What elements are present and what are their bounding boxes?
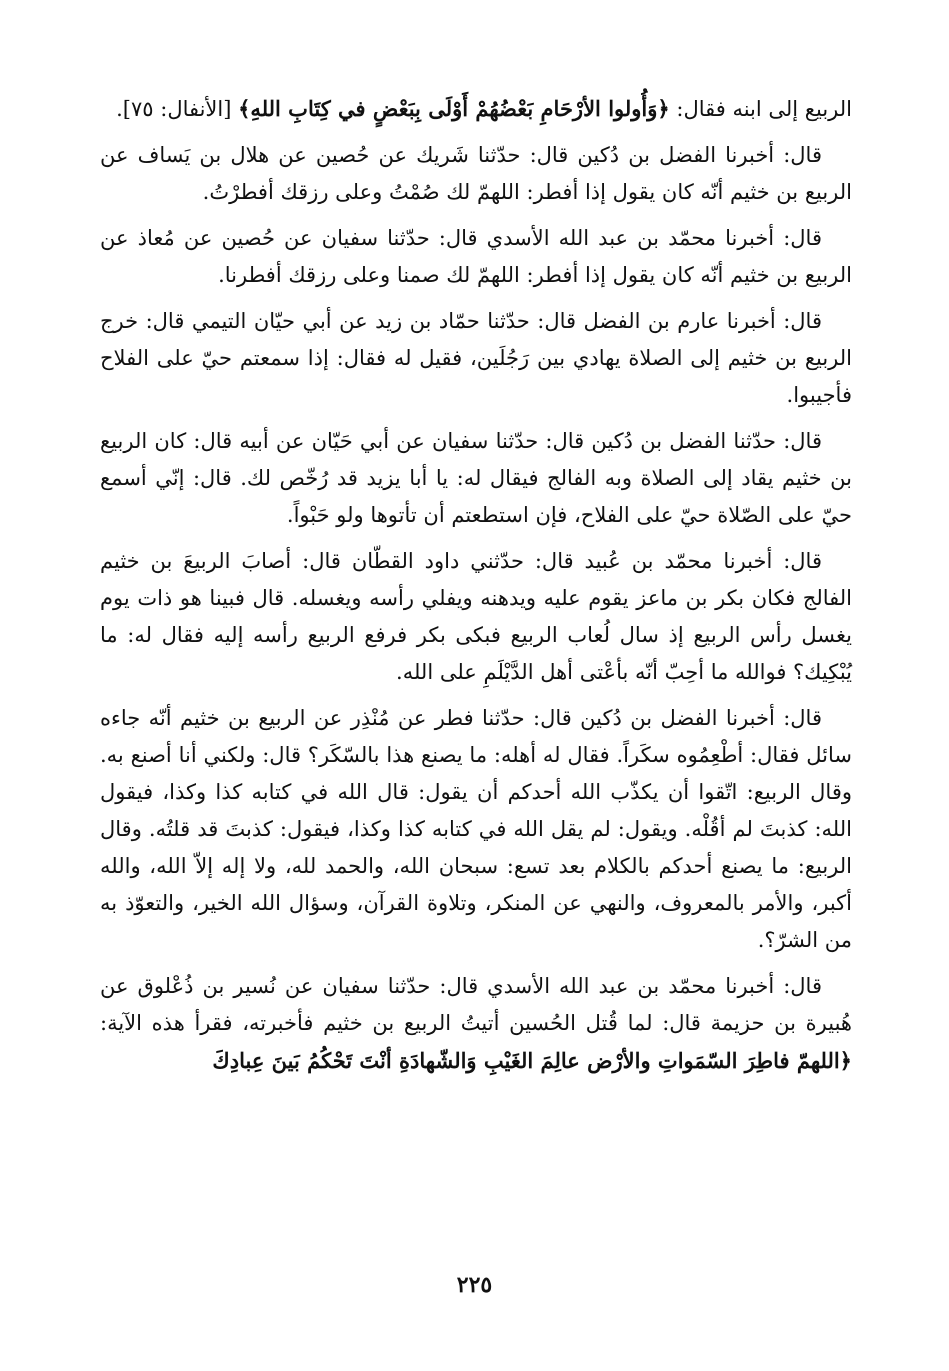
paragraph — [100, 700, 852, 959]
paragraph-text: قال: أخبرنا محمّد بن عُبيد قال: حدّثني داود القطّان قال: أصابَ الربيعَ بن خثيم الفالج فكان بكر بن ماعز يقوم عليه ويدهنه ويفلي رأسه ويغسله. قال فبينا هو ذات يوم يغسل رأس الربيع إذ سال لُعاب الربيع فبكى بكر فرفع الربيع رأسه إليه فقال له: ما يُبْكِيك؟ فوالله ما أحِبّ أنّه بأعْتى أهل الدَّيْلَمِ على الله. — [100, 549, 852, 684]
paragraph-text: قال: أخبرنا الفضل بن دُكين قال: حدّثنا فطر عن مُنْذِر عن الربيع بن خثيم أنّه جاءه سائل فقال: أطْعِمُوه سكَراً. فقال له أهله: ما يصنع هذا بالسّكَر؟ قال: ولكني أنا أصنع به. وقال الربيع: اتّقوا أن يكذّب الله أحدكم أن يقول: قال الله في كتابه كذا وكذا، فيقول الله: كذبتَ لم أقُلْه. ويقول: لم يقل الله في كتابه كذا وكذا، فيقول: كذبتَ قد قلتُه. وقال الربيع: ما يصنع أحدكم بالكلام بعد تسع: سبحان الله، والحمد لله، ولا إله إلاّ الله، والله أكبر، والأمر بالمعروف، والنهي عن المنكر، وتلاوة القرآن، وسؤال الله الخير، والتعوّذ به من الشرّ؟. — [100, 706, 852, 952]
paragraph-text: قال: حدّثنا الفضل بن دُكين قال: حدّثنا سفيان عن أبي حَيّان عن أبيه قال: كان الربيع بن خثيم يقاد إلى الصلاة وبه الفالج فيقال له: يا أبا يزيد قد رُخّص لك. قال: إنّي أسمع حيّ على الصّلاة حيّ على الفلاح، فإن استطعتم أن تأتوها ولو حَبْواً. — [100, 429, 852, 527]
paragraph — [100, 137, 852, 211]
paragraph-text: قال: أخبرنا محمّد بن عبد الله الأسدي قال: حدّثنا سفيان عن حُصين عن مُعاذ عن الربيع بن خثيم أنّه كان يقول إذا أفطر: اللهمّ لك صمنا وعلى رزقك أفطرنا. — [100, 226, 852, 287]
paragraph-text: قال: أخبرنا محمّد بن عبد الله الأسدي قال: حدّثنا سفيان عن نُسير بن ذُعْلوق عن هُبيرة بن حزيمة قال: لما قُتل الحُسين أتيتُ الربيع بن خثيم فأخبرته، فقرأ هذه الآية: — [100, 974, 852, 1035]
paragraph-text: [الأنفال: ٧٥]. — [116, 97, 239, 121]
page-number: ٢٢٥ — [456, 1272, 493, 1298]
paragraph — [100, 968, 852, 1080]
paragraph-text: قال: أخبرنا الفضل بن دُكين قال: حدّثنا شَريك عن حُصين عن هلال بن يَساف عن الربيع بن خثيم أنّه كان يقول إذا أفطر: اللهمّ لك صُمْتُ وعلى رزقك أفطرْتُ. — [100, 143, 852, 204]
quran-verse: ﴿اللهمّ فاطِرَ السّمَواتِ والأرْض عالِمَ الغَيْبِ وَالشّهادَةِ أنْتَ تَحْكُمُ بَينَ عِبادِكَ — [212, 1048, 852, 1073]
page-body — [100, 90, 852, 1089]
paragraph — [100, 423, 852, 534]
quran-verse: ﴿وَأُولوا الأرْحَامِ بَعْضُهُمْ أَوْلَى بِبَعْضٍ في كِتَابِ اللهِ﴾ — [238, 96, 670, 121]
paragraph — [100, 90, 852, 128]
paragraph-text: قال: أخبرنا عارم بن الفضل قال: حدّثنا حمّاد بن زيد عن أبي حيّان التيمي قال: خرج الربيع بن خثيم إلى الصلاة يهادي بين رَجُلَين، فقيل له فقال: إذا سمعتم حيّ على الفلاح فأجيبوا. — [100, 309, 852, 407]
paragraph — [100, 543, 852, 691]
paragraph — [100, 303, 852, 414]
paragraph — [100, 220, 852, 294]
paragraph-text: الربيع إلى ابنه فقال: — [669, 97, 852, 121]
